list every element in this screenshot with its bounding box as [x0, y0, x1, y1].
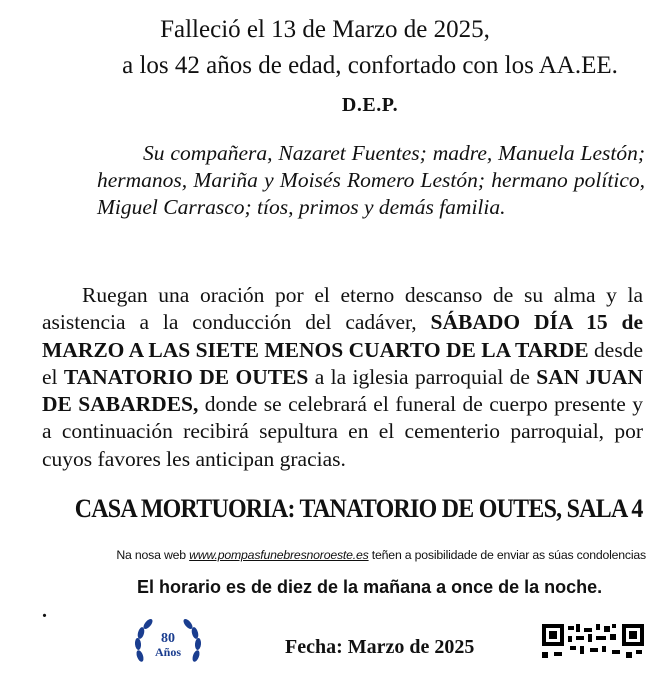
death-announcement-line-2: a los 42 años de edad, confortado con los AA.EE.: [122, 52, 618, 79]
web-notice-prefix: Na nosa web: [116, 548, 190, 562]
prayer-text-1: Ruegan una oración por el eterno descanso de su alma y la asistencia a la conducción del cadáver,: [42, 283, 643, 335]
visiting-hours: El horario es de diez de la mañana a once de la noche.: [137, 577, 603, 597]
casa-mortuoria-heading: CASA MORTUORIA: TANATORIO DE OUTES, SALA 4: [74, 494, 643, 523]
qr-code-icon[interactable]: [542, 622, 644, 662]
prayer-text-3: a la iglesia parroquial de: [308, 364, 537, 389]
prayer-church: SAN JUAN DE SABARDES,: [42, 364, 643, 417]
laurel-anniversary-badge-icon: [132, 616, 204, 688]
dep-heading: D.E.P.: [341, 94, 399, 116]
prayer-origin: TANATORIO DE OUTES: [63, 364, 309, 389]
family-paragraph: Su compañera, Nazaret Fuentes; madre, Manuela Lestón; hermanos, Mariña y Moisés Romero Lestón; hermano político, Miguel Carrasco; tíos, primos y demás familia.: [97, 141, 645, 219]
website-link[interactable]: www.pompasfunebresnoroeste.es: [189, 548, 369, 562]
footer-date-text: Fecha: Marzo de 2025: [285, 636, 475, 658]
death-announcement-line-1: Falleció el 13 de Marzo de 2025,: [160, 16, 490, 43]
stray-dot: .: [42, 600, 47, 622]
web-condolences-notice: [116, 548, 646, 562]
web-notice-suffix: teñen a posibilidade de enviar as súas condolencias: [368, 548, 646, 562]
badge-number: 80: [161, 631, 175, 646]
prayer-text-4: donde se celebrará el funeral de cuerpo presente y a continuación recibirá sepultura en el cementerio parroquial, por cuyos favores les anticipan gracias.: [42, 392, 643, 471]
prayer-text-2: desde el: [42, 337, 643, 389]
prayer-paragraph: [42, 282, 643, 473]
prayer-date-time: SÁBADO DÍA 15 de MARZO A LAS SIETE MENOS CUARTO DE LA TARDE: [42, 310, 643, 362]
badge-word: Años: [154, 645, 182, 659]
